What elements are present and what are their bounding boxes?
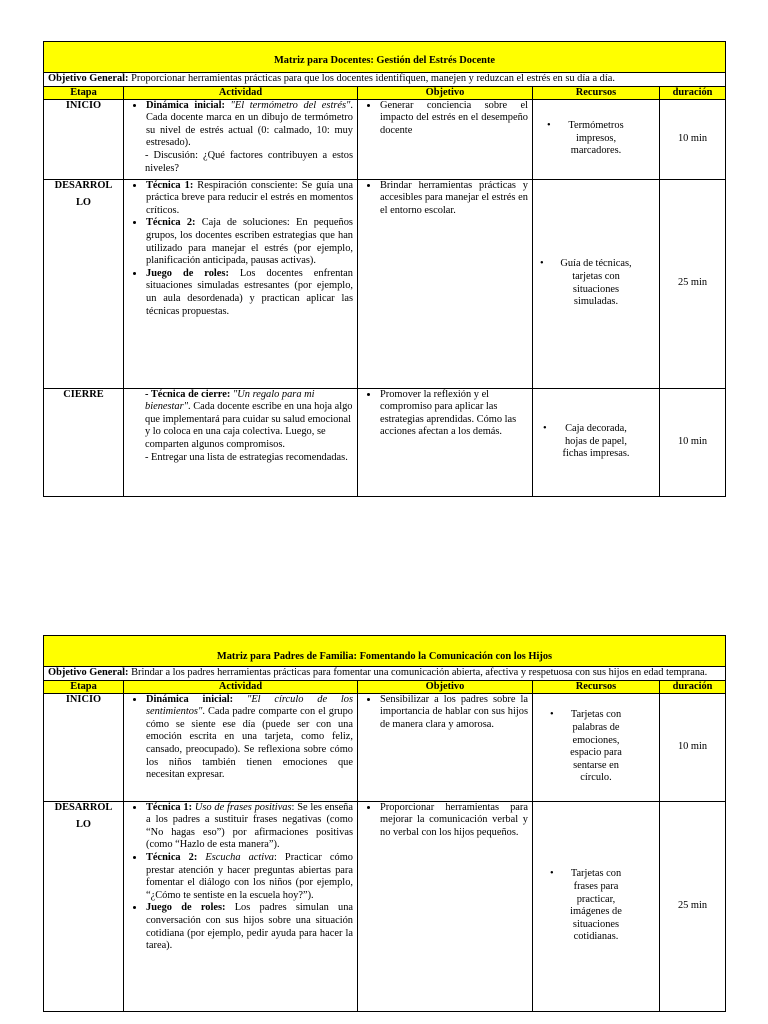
general-objective [44, 667, 726, 681]
activity-item-bold: Técnica 2: [146, 851, 198, 863]
general-objective-text: Brindar a los padres herramientas prácticas para fomentar una comunicación abierta, afectiva y respetuosa con sus hijos en edad temprana. [128, 667, 708, 678]
resources-item: • Caja decorada, hojas de papel, fichas impresas. [556, 423, 636, 461]
resources-item: • Guía de técnicas, tarjetas con situaciones simuladas. [553, 258, 639, 308]
activity-item [145, 100, 353, 150]
activity-item-italic: "Un regalo para mi bienestar" [145, 388, 315, 413]
header-duracion: duración [660, 86, 726, 99]
objective-cell [358, 179, 533, 388]
resources-cell [533, 99, 660, 179]
general-objective [44, 73, 726, 87]
resources-cell [533, 693, 660, 801]
resources-item: • Tarjetas con palabras de emociones, espacio para sentarse en círculo. [563, 709, 629, 785]
activity-item [145, 180, 353, 218]
objective-cell [358, 388, 533, 496]
activity-item-bold: Dinámica inicial: [146, 693, 234, 705]
objective-cell [358, 99, 533, 179]
stage-cell [44, 99, 124, 179]
activity-item-bold: Juego de roles: [146, 267, 229, 279]
table-row [44, 99, 726, 179]
activity-item-bold: Técnica 1: [146, 801, 193, 813]
duration-cell: 25 min [660, 801, 726, 1011]
activity-item-bold: Técnica 1: [146, 179, 194, 191]
activity-item-text: Caja de soluciones: En pequeños grupos, los docentes escriben estrategias que han utilizado para manejar el estrés (por ejemplo, planificación anticipada, pausas activas). [146, 217, 353, 267]
stage-label: INICIO [65, 693, 102, 705]
activity-item [145, 389, 353, 452]
header-row [44, 680, 726, 693]
objective-item: • Generar conciencia sobre el impacto del estrés en el desempeño docente [379, 100, 528, 138]
duration-cell: 25 min [660, 179, 726, 388]
general-objective-label: Objetivo General: [48, 73, 129, 84]
objective-item: • Sensibilizar a los padres sobre la importancia de hablar con sus hijos de manera clara y amorosa. [379, 694, 528, 732]
resources-cell [533, 179, 660, 388]
resources-item: • Tarjetas con frases para practicar, imágenes de situaciones cotidianas. [563, 868, 629, 944]
activity-item-text: . Cada docente escribe en una hoja algo que implementará para cuidar su salud emocional y lo coloca en una caja colectiva. Luego, se comparten algunos compromisos. [145, 401, 353, 450]
activity-item-text: : Practicar cómo prestar atención y hacer preguntas abiertas para fomentar el diálogo con los niños (por ejemplo, “¿Cómo te sentiste en la escuela hoy?”). [146, 851, 353, 901]
activity-item-text: . Cada docente marca en un dibujo de termómetro su nivel de estrés actual (0: calmado, 10: muy estresado). [146, 99, 354, 149]
activity-item-text: . Cada padre comparte con el grupo cómo se siente ese día (puede ser con una emoción escrita en una tarjeta, como feliz, cansado, preocupado). Se reflexiona sobre cómo los niños también tienen emociones que necesitan expresar. [146, 706, 353, 781]
activity-item-bold: - Técnica de cierre: [145, 388, 231, 400]
header-row [44, 86, 726, 99]
table-row [44, 801, 726, 1011]
activity-item [145, 217, 353, 267]
activity-item-bold: Dinámica inicial: [146, 99, 225, 111]
parents-matrix-table [43, 635, 726, 1012]
activity-item [145, 802, 353, 852]
activity-item-text: Respiración consciente: Se guía una práctica breve para reducir el estrés en momentos críticos. [146, 179, 353, 216]
activity-item [145, 268, 353, 318]
activity-cell [124, 801, 358, 1011]
activity-item-bold: Técnica 2: [146, 217, 196, 229]
header-recursos: Recursos [533, 86, 660, 99]
header-duracion: duración [660, 680, 726, 693]
stage-cell [44, 693, 124, 801]
duration-cell: 10 min [660, 99, 726, 179]
stage-cell [44, 388, 124, 496]
general-objective-text: Proporcionar herramientas prácticas para que los docentes identifiquen, manejen y reduzcan el estrés en su día a día. [128, 73, 615, 84]
activity-item-italic: "El círculo de los sentimientos" [146, 693, 354, 718]
header-actividad: Actividad [124, 680, 358, 693]
activity-item [145, 902, 353, 952]
activity-note: - Discusión: ¿Qué factores contribuyen a estos niveles? [145, 149, 353, 174]
table-row [44, 693, 726, 801]
teachers-matrix-table [43, 41, 726, 497]
stage-cell [44, 801, 124, 1011]
objective-cell [358, 801, 533, 1011]
general-objective-label: Objetivo General: [48, 667, 129, 678]
duration-cell: 10 min [660, 388, 726, 496]
objective-item: • Proporcionar herramientas para mejorar la comunicación verbal y no verbal con los hijos pequeños. [379, 802, 528, 840]
stage-label-cont: LO [75, 819, 91, 831]
header-actividad: Actividad [124, 86, 358, 99]
activity-item-italic: "El termómetro del estrés" [224, 99, 351, 111]
stage-label: DESARROL [54, 801, 113, 813]
header-etapa: Etapa [44, 86, 124, 99]
activity-item-italic: Escucha activa [197, 851, 274, 863]
activity-cell [124, 99, 358, 179]
stage-label: DESARROL [54, 179, 113, 191]
objective-item: • Promover la reflexión y el compromiso para aplicar las estrategias aprendidas. Cómo las acciones afectan a los demás. [379, 389, 528, 439]
matrix-title: Matriz para Docentes: Gestión del Estrés Docente [44, 42, 726, 73]
activity-item [145, 852, 353, 902]
resources-cell [533, 388, 660, 496]
stage-label-cont: LO [75, 197, 91, 209]
activity-item-text: Los padres simulan una conversación con sus hijos sobre una situación cotidiana (por ejemplo, pedir ayuda para hacer la tarea). [146, 902, 354, 952]
objective-cell [358, 693, 533, 801]
matrix-title: Matriz para Padres de Familia: Fomentando la Comunicación con los Hijos [44, 636, 726, 667]
duration-cell: 10 min [660, 693, 726, 801]
resources-cell [533, 801, 660, 1011]
resources-item: • Termómetros impresos, marcadores. [560, 120, 632, 158]
activity-item [145, 694, 353, 782]
stage-label: CIERRE [63, 388, 104, 400]
activity-item-text: Los docentes enfrentan situaciones simuladas estresantes (por ejemplo, un aula desordenada) y practican aplicar las técnicas propuestas. [146, 267, 353, 317]
activity-cell [124, 693, 358, 801]
table-row [44, 388, 726, 496]
stage-label: INICIO [65, 99, 102, 111]
activity-note: - Entregar una lista de estrategias recomendadas. [145, 451, 348, 463]
header-recursos: Recursos [533, 680, 660, 693]
activity-item-italic: Uso de frases positivas [192, 801, 292, 813]
activity-cell [124, 179, 358, 388]
header-objetivo: Objetivo [358, 86, 533, 99]
objective-item: • Brindar herramientas prácticas y accesibles para manejar el estrés en el entorno escolar. [379, 180, 528, 218]
activity-cell [124, 388, 358, 496]
stage-cell [44, 179, 124, 388]
header-objetivo: Objetivo [358, 680, 533, 693]
activity-item-bold: Juego de roles: [146, 902, 226, 914]
table-row [44, 179, 726, 388]
header-etapa: Etapa [44, 680, 124, 693]
activity-item-text: : Se les enseña a los padres a sustituir frases negativas (como “No hagas eso”) por afirmaciones positivas (como “Hazlo de esta manera”). [146, 801, 353, 851]
